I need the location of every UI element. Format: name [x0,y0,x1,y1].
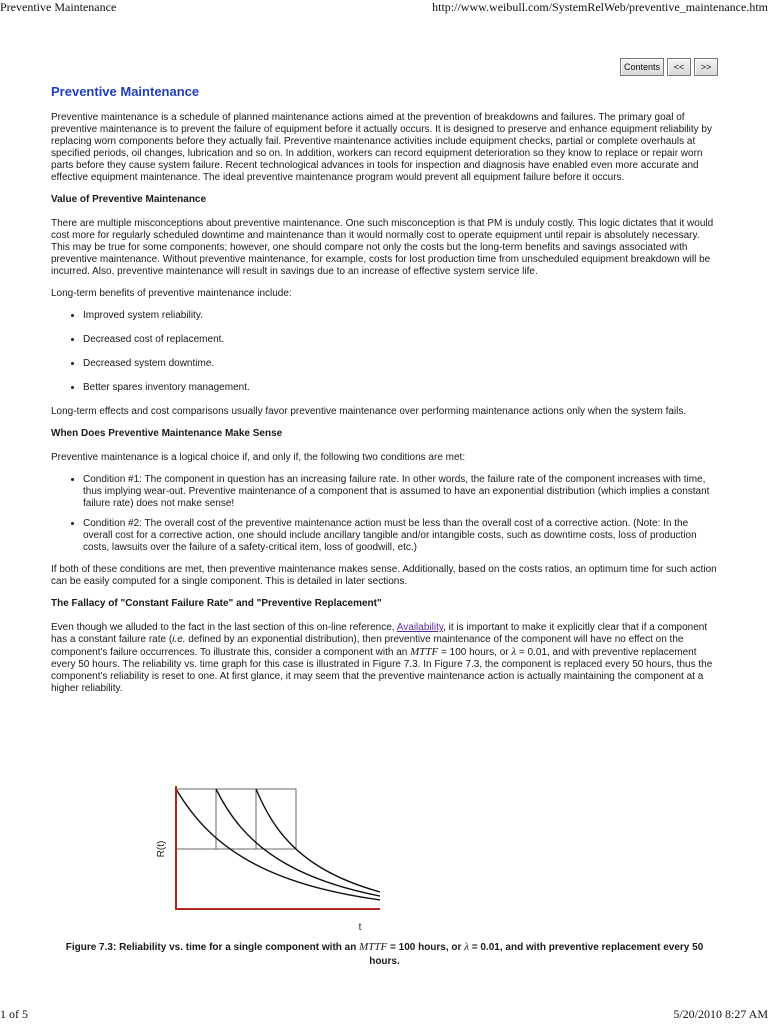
effects-paragraph: Long-term effects and cost comparisons usually favor preventive maintenance over performing maintenance actions only when the system fails. [51,406,687,417]
x-axis-label: t [358,922,362,933]
next-page-button[interactable]: >> [694,58,718,76]
reliability-figure [150,786,380,936]
list-item: • Decreased cost of replacement. [83,334,718,346]
list-item: • Condition #2: The overall cost of the preventive maintenance action must be less than the overall cost of a corrective action. (Note: In the overall cost for a corrective action, one should include ancillary tangible and/or intangible costs, such as downtime costs, loss of production costs, lawsuits over the failure of a safety-critical item, loss of goodwill, etc.) [83,518,718,554]
article-body [51,84,718,705]
print-header-url: http://www.weibull.com/SystemRelWeb/preventive_maintenance.htm [432,0,768,14]
page-title: Preventive Maintenance [51,84,200,99]
list-item: • Decreased system downtime. [83,358,718,370]
contents-button[interactable]: Contents [620,58,664,76]
lambda-symbol: λ [511,646,517,658]
intro-paragraph: Preventive maintenance is a schedule of planned maintenance actions aimed at the prevention of breakdowns and failures. The primary goal of preventive maintenance is to prevent the failure of equipment before it actually occurs. It is designed to preserve and enhance equipment reliability by replacing worn components before they actually fail. Preventive maintenance activities include equipment checks, partial or complete overhauls at specified periods, oil changes, lubrication and so on. In addition, workers can record equipment deterioration so they know to replace or repair worn parts before they cause system failure. Recent technological advances in tools for inspection and diagnosis have enabled even more accurate and effective equipment maintenance. The ideal preventive maintenance program would prevent all equipment failure before it occurs. [51,112,712,183]
benefits-list [51,310,718,394]
curve-100 [256,789,380,907]
benefits-intro: Long-term benefits of preventive maintenance include: [51,288,292,299]
reliability-curves [176,789,380,907]
availability-link[interactable]: Availability [396,622,444,633]
value-paragraph: There are multiple misconceptions about preventive maintenance. One such misconception is that PM is unduly costly. This logic dictates that it would cost more for regularly scheduled downtime and maintenance than it would normally cost to operate equipment until repair is absolutely necessary. This may be true for some components; however, one should compare not only the costs but the long-term benefits and savings associated with preventive maintenance. Without preventive maintenance, for example, costs for lost production time from unscheduled equipment breakdown will be incurred. Also, preventive maintenance will result in savings due to an increase of effective system service life. [51,218,714,277]
list-item: • Improved system reliability. [83,310,718,322]
list-item: • Condition #1: The component in question has an increasing failure rate. In other words, the failure rate of the component increases with time, thus implying wear-out. Preventive maintenance of a component that is assumed to have an exponential distribution (which implies a constant failure rate) does not make sense! [83,474,718,510]
list-item: • Better spares inventory management. [83,382,718,394]
mttf-symbol: MTTF [410,646,439,658]
pm-grid [176,789,296,849]
figure-caption: Figure 7.3: Reliability vs. time for a single component with an MTTF = 100 hours, or λ = 0.01, and with preventive replacement every 50 hours. [65,941,704,967]
conditions-list [51,474,718,554]
y-axis-label: R(t) [156,840,167,858]
sense-intro: Preventive maintenance is a logical choice if, and only if, the following two conditions are met: [51,452,466,463]
page-indicator: 1 of 5 [0,1007,28,1021]
curve-50 [216,789,380,907]
fallacy-paragraph: Even though we alluded to the fact in the last section of this on-line reference, Availability, it is important to make it explicitly clear that if a component has a constant failure rate (i.e. defined by an exponential distribution), then preventive maintenance of the component will have no effect on the component's failure occurrences. To illustrate this, consider a component with an MTTF = 100 hours, or λ = 0.01, and with preventive replacement every 50 hours. The reliability vs. time graph for this case is illustrated in Figure 7.3. In Figure 7.3, the component is replaced every 50 hours, thus the component's reliability is reset to one. At first glance, it may seem that the preventive maintenance action is actually maintaining the component at a higher reliability. [51,622,713,694]
value-heading: Value of Preventive Maintenance [51,194,207,205]
fallacy-heading: The Fallacy of "Constant Failure Rate" and "Preventive Replacement" [51,598,382,609]
print-timestamp: 5/20/2010 8:27 AM [673,1007,768,1021]
page-navigation [620,58,718,76]
sense-heading: When Does Preventive Maintenance Make Sense [51,428,283,439]
previous-page-button[interactable]: << [667,58,691,76]
print-header-title: Preventive Maintenance [0,0,117,14]
sense-conclusion: If both of these conditions are met, then preventive maintenance makes sense. Additionally, based on the costs ratios, an optimum time for such action can be easily computed for a single component. This is detailed in later sections. [51,564,717,587]
